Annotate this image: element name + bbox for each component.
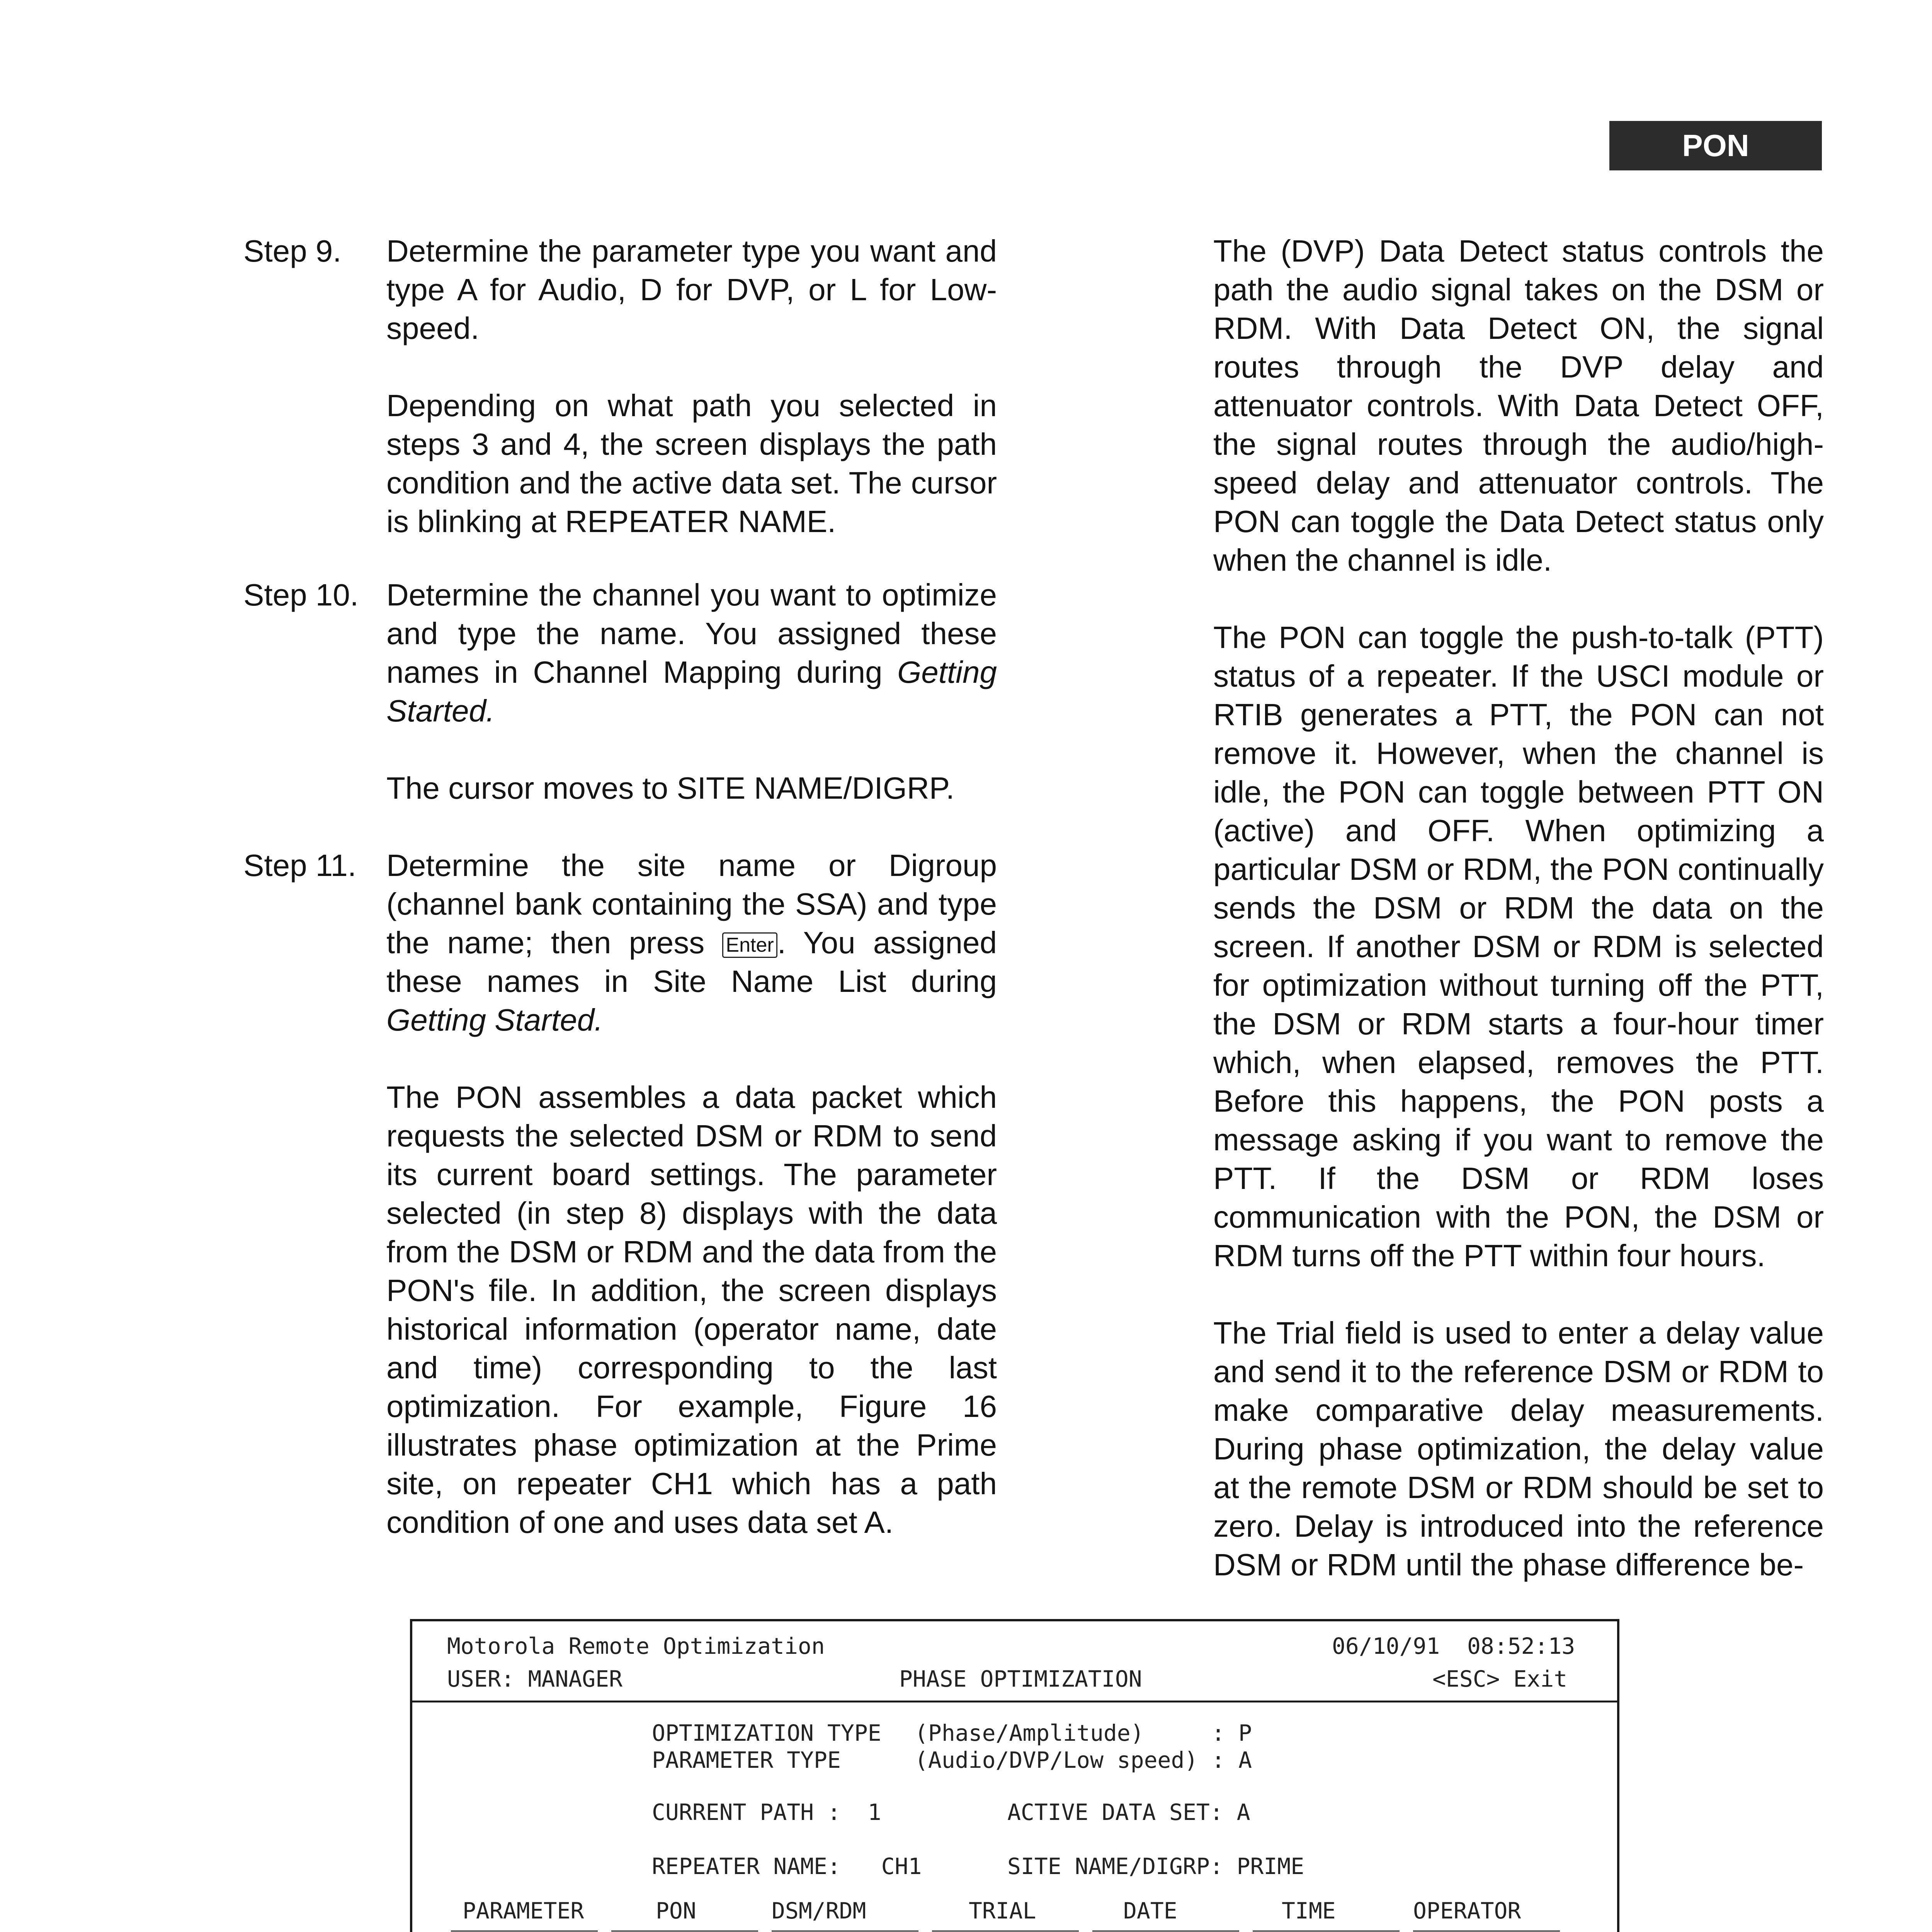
step-9-body (386, 232, 997, 541)
column-underline (451, 1930, 598, 1932)
step-9-label: Step 9. (243, 234, 342, 268)
right-paragraph-2: The PON can toggle the push-to-talk (PTT) status of a repeater. If the USCI module or RTIB generates a PTT, the PON can not remove it. However, when the channel is idle, the PON can toggle between PTT ON (active) and OFF. When optimizing a particular DSM or RDM, the PON continually sends the DSM or RDM the data on the screen. If another DSM or RDM is selected for optimization without turning off the PTT, the DSM or RDM starts a four-hour timer which, when elapsed, removes the PTT. Before this happens, the PON posts a message asking if you want to remove the PTT. If the DSM or RDM loses communication with the PON, the DSM or RDM turns off the PTT within four hours. (1213, 620, 1824, 1273)
section-tab: PON (1609, 121, 1822, 170)
screen-date: 06/10/91 (1332, 1633, 1440, 1659)
screen-title: PHASE OPTIMIZATION (899, 1666, 1142, 1692)
col-header-pon: PON (656, 1898, 696, 1924)
step-10-label: Step 10. (243, 578, 359, 612)
col-header-time: TIME (1282, 1898, 1336, 1924)
step-11-text-before: Determine the site name or Digroup (channel bank containing the SSA) and type the name; then press (386, 848, 997, 960)
step-11-text-after: . You assigned these names in Site Name List during (386, 925, 997, 998)
step-10-text: Determine the channel you want to optimize and type the name. You assigned these names in Channel Mapping during (386, 578, 997, 689)
step-10-paragraph-1 (386, 576, 997, 730)
app-title: Motorola Remote Optimization (447, 1633, 825, 1659)
right-paragraph-3: The Trial field is used to enter a delay value and send it to the reference DSM or RDM to make comparative delay measurements. During phase optimization, the delay value at the remote DSM or RDM should be set to zero. Delay is introduced into the reference DSM or RDM until the phase difference be- (1213, 1316, 1824, 1582)
col-header-trial: TRIAL (969, 1898, 1036, 1924)
col-header-dsm-rdm: DSM/RDM (772, 1898, 866, 1924)
column-underline (772, 1930, 918, 1932)
user-label: USER: MANAGER (447, 1666, 622, 1692)
esc-exit-top[interactable]: <ESC> Exit (1432, 1666, 1568, 1692)
step-10-body (386, 576, 997, 808)
column-underline (611, 1930, 758, 1932)
col-header-operator: OPERATOR (1413, 1898, 1521, 1924)
step-11-body (386, 846, 997, 1542)
column-underline (1253, 1930, 1400, 1932)
header-divider (412, 1701, 1617, 1702)
step-9-paragraph-1: Determine the parameter type you want and type A for Audio, D for DVP, or L for Low-speed. (386, 234, 997, 345)
optimization-type-value[interactable]: (Phase/Amplitude) : P (915, 1720, 1252, 1746)
step-11-paragraph-2: The PON assembles a data packet which requests the selected DSM or RDM to send its current board settings. The parameter selected (in step 8) displays with the data from the DSM or RDM and the data from the PON's file. In addition, the screen displays historical information (operator name, date and time) corresponding to the last optimization. For example, Figure 16 illustrates phase optimization at the Prime site, on repeater CH1 which has a path condition of one and uses data set A. (386, 1080, 997, 1539)
site-name-field[interactable]: SITE NAME/DIGRP: PRIME (1007, 1853, 1304, 1879)
step-10-italic: Getting Started. (386, 655, 997, 728)
current-path: CURRENT PATH : 1 (652, 1799, 881, 1825)
right-column (1213, 232, 1824, 1584)
step-11-italic: Getting Started. (386, 1003, 603, 1037)
step-9-paragraph-2: Depending on what path you selected in steps 3 and 4, the screen displays the path condition and the active data set. The cursor is blinking at REPEATER NAME. (386, 388, 997, 539)
repeater-name-field[interactable]: REPEATER NAME: CH1 (652, 1853, 922, 1879)
col-header-date: DATE (1123, 1898, 1177, 1924)
parameter-type-label: PARAMETER TYPE (652, 1747, 841, 1773)
parameter-type-value[interactable]: (Audio/DVP/Low speed) : A (915, 1747, 1252, 1773)
step-11-label: Step 11. (243, 848, 357, 883)
step-10-paragraph-2: The cursor moves to SITE NAME/DIGRP. (386, 771, 955, 805)
column-underline (1413, 1930, 1560, 1932)
optimization-type-label: OPTIMIZATION TYPE (652, 1720, 881, 1746)
pon-phase-optimization-screen (410, 1619, 1619, 1932)
step-11-paragraph-1 (386, 846, 997, 1039)
active-data-set: ACTIVE DATA SET: A (1007, 1799, 1250, 1825)
column-underline (1092, 1930, 1239, 1932)
column-underline (932, 1930, 1079, 1932)
right-paragraph-1: The (DVP) Data Detect status controls the path the audio signal takes on the DSM or RDM. With Data Detect ON, the signal routes through the DVP delay and attenuator controls. With Data Detect OFF, the signal routes through the audio/high-speed delay and attenuator controls. The PON can toggle the Data Detect status only when the channel is idle. (1213, 234, 1824, 577)
col-header-parameter: PARAMETER (463, 1898, 584, 1924)
enter-key-icon: Enter (722, 932, 777, 958)
screen-time: 08:52:13 (1467, 1633, 1575, 1659)
